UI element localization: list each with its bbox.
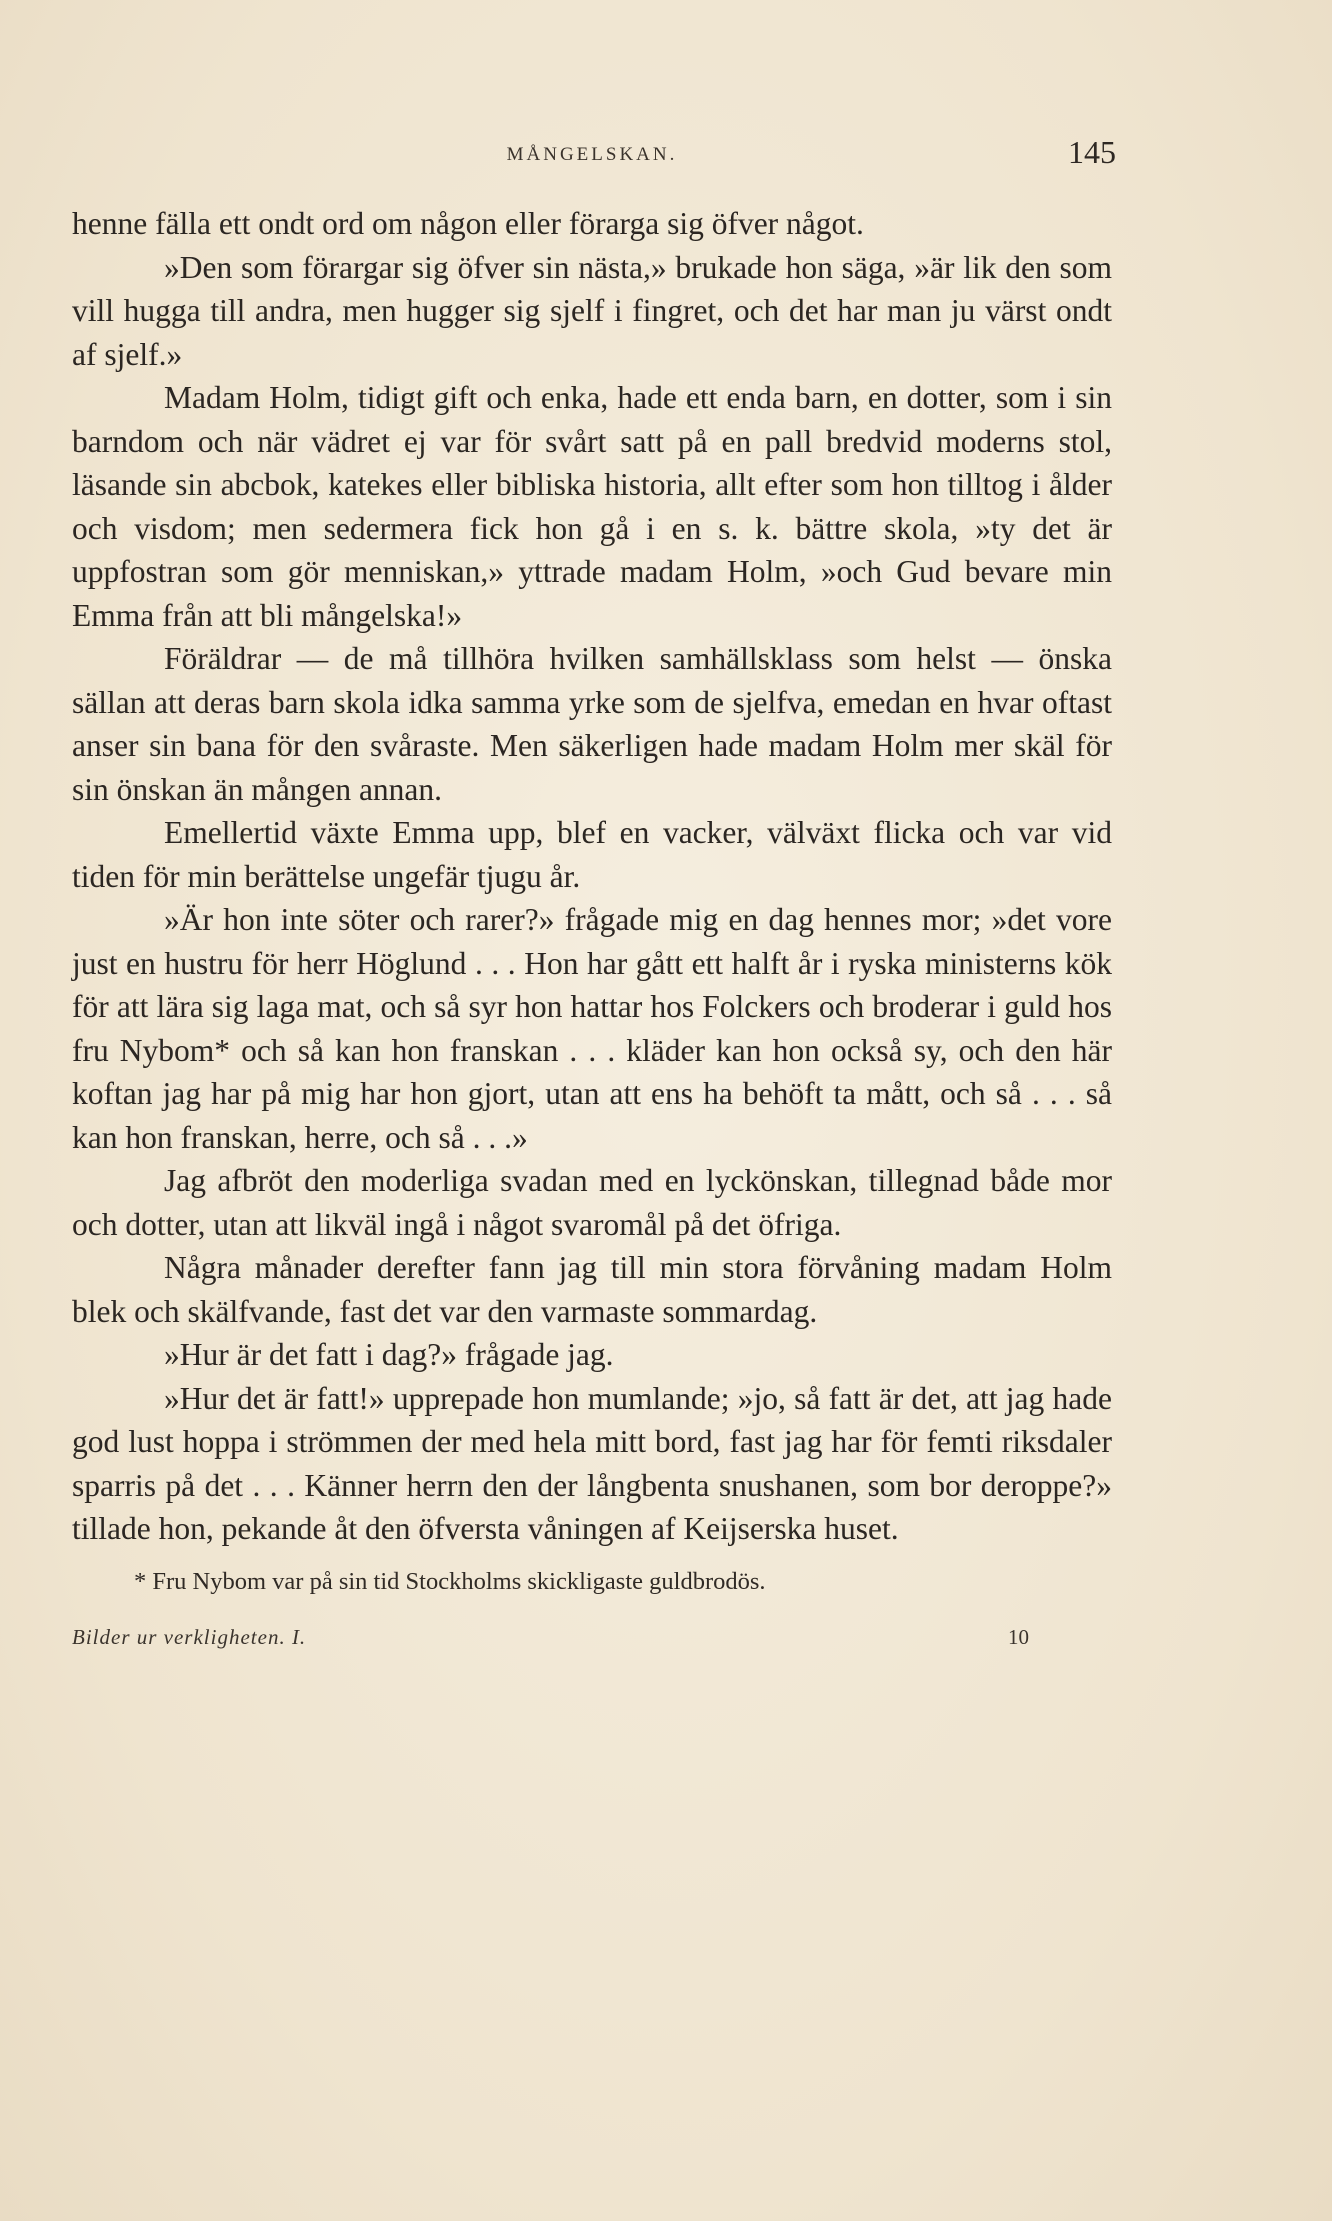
body-text — [72, 202, 1112, 1551]
running-title: MÅNGELSKAN. — [506, 144, 678, 165]
paragraph: »Är hon inte söter och rarer?» frågade mig en dag hennes mor; »det vore just en hustru för herr Höglund . . . Hon har gått ett halft år i ryska ministerns kök för att lära sig laga mat, och så syr hon hattar hos Folckers och broderar i guld hos fru Nybom* och så kan hon franskan . . . kläder kan hon också sy, och den här koftan jag har på mig har hon gjort, utan att ens ha behöft ta mått, och så . . . så kan hon franskan, herre, och så . . .» — [72, 902, 1112, 1155]
paragraph: »Den som förargar sig öfver sin nästa,» brukade hon säga, »är lik den som vill hugga till andra, men hugger sig sjelf i fingret, och det har man ju värst ondt af sjelf.» — [72, 249, 1112, 372]
paragraph: Föräldrar — de må tillhöra hvilken samhällsklass som helst — önska sällan att deras barn skola idka samma yrke som de sjelfva, emedan en hvar oftast anser sin bana för den svåraste. Men säkerligen hade madam Holm mer skäl för sin önskan än mången annan. — [72, 641, 1112, 807]
book-page — [72, 130, 1116, 1659]
page-number: 145 — [1068, 134, 1116, 170]
paragraph: Emellertid växte Emma upp, blef en vacker, välväxt flicka och var vid tiden för min berättelse ungefär tjugu år. — [72, 815, 1112, 894]
paragraph: Madam Holm, tidigt gift och enka, hade ett enda barn, en dotter, som i sin barndom och när vädret ej var för svårt satt på en pall bredvid moderns stol, läsande sin abcbok, katekes eller bibliska historia, allt efter som hon tilltog i ålder och visdom; men sedermera fick hon gå i en s. k. bättre skola, »ty det är uppfostran som gör menniskan,» yttrade madam Holm, »och Gud bevare min Emma från att bli mångelska!» — [72, 380, 1112, 633]
paragraph: »Hur det är fatt!» upprepade hon mumlande; »jo, så fatt är det, att jag hade god lust hoppa i strömmen der med hela mitt bord, fast jag har för femti riksdaler sparris på det . . . Känner herrn den der långbenta snushanen, som bor deroppe?» tillade hon, pekande åt den öfversta våningen af Keijserska huset. — [72, 1380, 1112, 1546]
footnote: * Fru Nybom var på sin tid Stockholms skickligaste guldbrodös. — [134, 1567, 766, 1595]
paragraph: henne fälla ett ondt ord om någon eller förarga sig öfver något. — [72, 206, 864, 241]
paragraph: »Hur är det fatt i dag?» frågade jag. — [164, 1337, 614, 1372]
signature-mark: 10 — [1008, 1624, 1029, 1649]
series-title: Bilder ur verkligheten. I. — [72, 1624, 307, 1649]
running-head — [72, 130, 1116, 182]
paragraph: Jag afbröt den moderliga svadan med en lyckönskan, tillegnad både mor och dotter, utan att likväl ingå i något svaromål på det öfriga. — [72, 1163, 1112, 1242]
footer-signature-line — [72, 1625, 1112, 1659]
paragraph: Några månader derefter fann jag till min stora förvåning madam Holm blek och skälfvande, fast det var den varmaste sommardag. — [72, 1250, 1112, 1329]
